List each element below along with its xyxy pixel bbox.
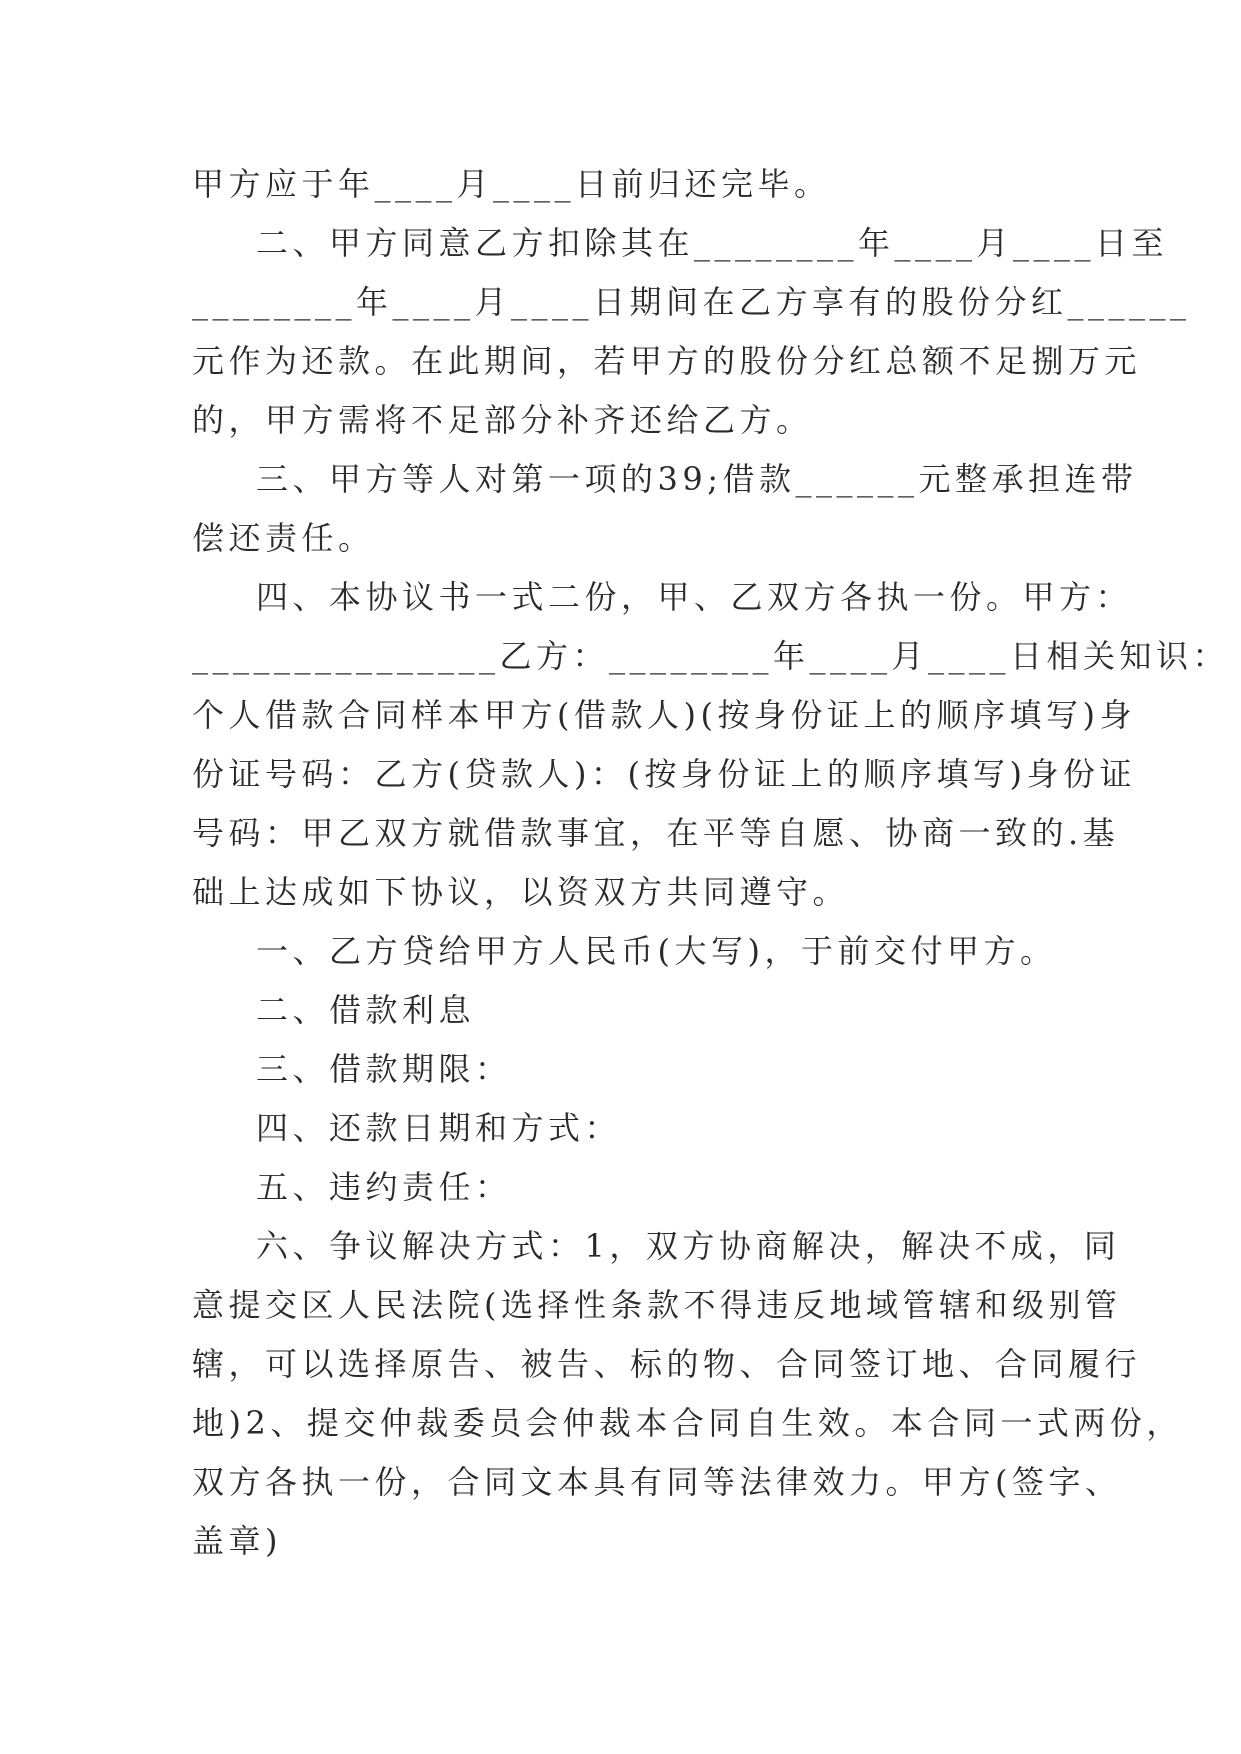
text-line-4: 元作为还款。在此期间，若甲方的股份分红总额不足捌万元: [192, 342, 1142, 380]
text-line-2: 二、甲方同意乙方扣除其在________年____月____日至: [256, 224, 1169, 262]
text-line-9: _______________乙方：________年____月____日相关知识：: [192, 637, 1230, 675]
document-body: [192, 155, 1230, 1571]
text-line-16: 三、借款期限：: [256, 1050, 512, 1088]
text-line-1: 甲方应于年____月____日前归还完毕。: [192, 165, 831, 203]
text-line-8: 四、本协议书一式二份，甲、乙双方各执一份。甲方：: [256, 578, 1133, 616]
text-line-20: 意提交区人民法院(选择性条款不得违反地域管辖和级别管: [192, 1286, 1122, 1324]
text-line-14: 一、乙方贷给甲方人民币(大写)，于前交付甲方。: [256, 932, 1057, 970]
text-line-23: 双方各执一份，合同文本具有同等法律效力。甲方(签字、: [192, 1463, 1122, 1501]
text-line-24: 盖章): [192, 1522, 282, 1560]
text-line-21: 辖，可以选择原告、被告、标的物、合同签订地、合同履行: [192, 1345, 1142, 1383]
text-line-13: 础上达成如下协议，以资双方共同遵守。: [192, 873, 850, 911]
text-line-11: 份证号码：乙方(贷款人)：(按身份证上的顺序填写)身份证: [192, 755, 1136, 793]
text-line-5: 的，甲方需将不足部分补齐还给乙方。: [192, 401, 813, 439]
text-line-10: 个人借款合同样本甲方(借款人)(按身份证上的顺序填写)身: [192, 696, 1136, 734]
text-line-6: 三、甲方等人对第一项的39;借款______元整承担连带: [256, 460, 1138, 498]
text-line-12: 号码：甲乙双方就借款事宜，在平等自愿、协商一致的.基: [192, 814, 1120, 852]
text-line-15: 二、借款利息: [256, 991, 476, 1029]
text-line-19: 六、争议解决方式：1，双方协商解决，解决不成，同: [256, 1227, 1121, 1265]
text-line-22: 地)2、提交仲裁委员会仲裁本合同自生效。本合同一式两份，: [192, 1404, 1183, 1442]
text-line-17: 四、还款日期和方式：: [256, 1109, 622, 1147]
text-line-18: 五、违约责任：: [256, 1168, 512, 1206]
text-line-3: ________年____月____日期间在乙方享有的股份分红______: [192, 283, 1191, 321]
text-line-7: 偿还责任。: [192, 519, 375, 557]
